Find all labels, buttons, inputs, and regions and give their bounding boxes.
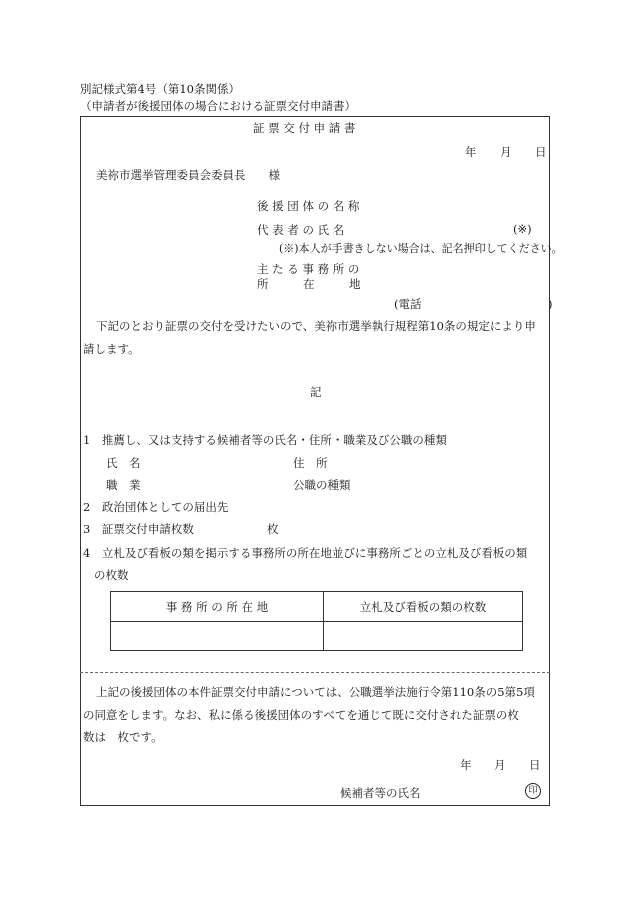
item-4-line1: 4 立札及び看板の類を掲示する事務所の所在地並びに事務所ごとの立札及び看板の類 [83,546,528,560]
seal-icon: 印 [525,783,541,799]
consent-date-month: 月 [494,758,506,772]
phone-field: (電話 ) [394,297,553,311]
office-label-line1: 主 た る 事 務 所 の [257,262,360,276]
consent-line1: 上記の後援団体の本件証票交付申請については、公職選挙法施行令第110条の5第5項 [96,685,535,699]
item-1: 1 推薦し、又は支持する候補者等の氏名・住所・職業及び公職の種類 [83,433,447,447]
item-1-name: 氏 名 [106,456,141,470]
date-month: 月 [500,145,512,159]
body-text-line2: 請します。 [83,342,140,356]
body-text-line1: 下記のとおり証票の交付を受けたいので、美祢市選挙執行規程第10条の規定により申 [96,319,536,333]
rep-name-label: 代 表 者 の 氏 名 [257,223,345,237]
item-1-office-type: 公職の種類 [293,478,351,492]
handwriting-note: (※)本人が手書きしない場合は、記名押印してください。 [279,242,563,255]
table-header-address: 事 務 所 の 所 在 地 [111,592,324,622]
org-name-label: 後 援 団 体 の 名 称 [257,199,360,213]
office-sign-table [110,591,523,651]
item-1-address: 住 所 [293,456,328,470]
item-4-line2: の枚数 [94,568,129,582]
item-2: 2 政治団体としての届出先 [83,500,229,514]
consent-date-year: 年 [460,758,472,772]
date-day: 日 [535,145,547,159]
table-header-count: 立札及び看板の類の枚数 [324,592,523,622]
item-1-job: 職 業 [106,478,141,492]
table-cell-count[interactable] [324,622,523,651]
consent-date-day: 日 [529,758,541,772]
ki-heading: 記 [310,385,322,399]
table-cell-address[interactable] [111,622,324,651]
consent-line3: 数は 枚です。 [83,730,163,744]
form-subtitle: （申請者が後援団体の場合における証票交付申請書） [80,99,356,113]
office-label-line2: 所 在 地 [257,277,361,291]
rep-mark: (※) [513,222,532,236]
candidate-name-label: 候補者等の氏名 [340,786,421,800]
consent-divider [80,672,550,673]
table-row [111,622,523,651]
consent-line2: の同意をします。なお、私に係る後援団体のすべてを通じて既に交付された証票の枚 [83,708,519,722]
form-number: 別記様式第4号（第10条関係） [80,82,240,96]
date-year: 年 [465,145,477,159]
form-title: 証 票 交 付 申 請 書 [253,121,356,135]
addressee: 美祢市選挙管理委員会委員長 様 [96,168,280,182]
item-3: 3 証票交付申請枚数 [83,522,194,536]
item-3-unit: 枚 [267,522,279,536]
